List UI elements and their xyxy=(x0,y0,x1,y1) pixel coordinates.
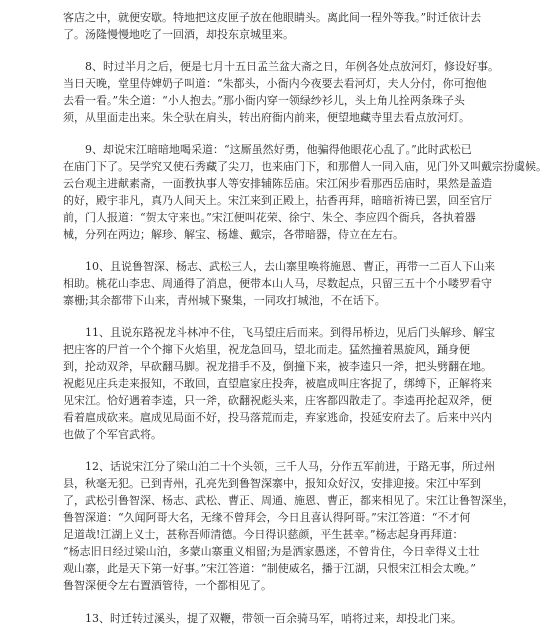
text-line: 见宋江。恰好遇着李逵，只一斧，砍翻祝彪头来，庄客都四散走了。李逵再抡起双斧，便 xyxy=(63,394,492,407)
text-line: 9、却说宋江暗暗地喝采道：“这厮虽然好勇，他骗得他眼花心乱了。”此时武松已 xyxy=(85,143,472,156)
text-line: 观山寨，此是天下第一好事。”宋江答道：“制使威名，播于江湖，只恨宋江相会太晚。” xyxy=(63,562,476,575)
text-line: 把庄客的尸首一个个撺下火焰里，祝龙急回马，望北而走。猛然撞着黑旋风，踊身便 xyxy=(63,343,470,356)
text-line: 县，秋毫无犯。已到青州，孔亮先到鲁智深寨中，报知众好汉，安排迎接。宋江中军到 xyxy=(63,477,481,490)
text-line: 在庙门下了。吴学究又使石秀藏了尖刀，也来庙门下，和那僧人一同入庙，见门外又叫戴宗扮虞候。 xyxy=(63,160,547,173)
text-line: 了。汤隆慢慢地吃了一回酒，却投东京城里来。 xyxy=(63,28,294,41)
text-line: 鲁智深便令左右置酒管待，一个都相见了。 xyxy=(63,579,272,592)
text-line: 到，抡动双斧，早砍翻马脚。祝龙措手不及，倒撞下来，被李逵只一斧，把头劈翻在地。 xyxy=(63,360,492,373)
text-line: 也做了个军官武将。 xyxy=(63,428,162,441)
text-line: 13、时迁转过溪头，提了双鞭，带领一百余骑马军，哨将过来，却投北门来。 xyxy=(85,612,462,625)
text-line: “杨志旧日经过梁山泊，多蒙山寨重义相留;为是洒家愚迷，不曾肯住，今日幸得义士壮 xyxy=(63,545,480,558)
text-line: 相助。桃花山李忠、周通得了消息，便带本山人马，尽数起点，只留三五十个小喽罗看守 xyxy=(63,277,492,290)
text-line: 寨栅;其余都带下山来，青州城下聚集，一同攻打城池，不在话下。 xyxy=(63,294,386,307)
text-line: 云台观主进献素斋，一面教执事人等安排辅陈岳庙。宋江闲步看那西岳庙时，果然是盖造 xyxy=(63,177,492,190)
text-line: 去看一看。”朱仝道：“小人抱去。”那小衙内穿一领绿纱衫儿，头上角儿拴两条珠子头 xyxy=(63,94,465,107)
text-line: 11、且说东路祝龙斗林冲不住，飞马望庄后而来。到得吊桥边，见后门头解珍、解宝 xyxy=(85,326,495,339)
text-line: 8、时过半月之后，便是七月十五日孟兰盆大斋之日，年例各处点放河灯，修设好事。 xyxy=(85,60,499,73)
text-line: 须，从里面走出来。朱仝驮在肩头，转出府衙内前来，便望地藏寺里去看点放河灯。 xyxy=(63,111,470,124)
text-line: 看着扈成砍来。扈成见局面不好，投马落荒而走，弃家逃命，投延安府去了。后来中兴内 xyxy=(63,411,492,424)
text-line: 鲁智深道：“久闻阿哥大名，无缘不曾拜会，今日且喜认得阿哥。”宋江答道：“不才何 xyxy=(63,511,471,524)
text-line: 10、且说鲁智深、杨志、武松三人，去山寨里唤将施恩、曹正，再带一二百人下山来 xyxy=(85,260,495,273)
text-line: 的好，殿宇非凡，真乃人间天上。宋江来到正殿上，拈香再拜，暗暗祈祷已罢，回至官厅 xyxy=(63,194,492,207)
text-line: 了，武松引鲁智深、杨志、武松、曹正、周通、施恩、曹正，都来相见了。宋江让鲁智深坐， xyxy=(63,494,514,507)
text-line: 足道哉!江湖上义士，甚称吾师清德。今日得识慈颜，平生甚幸。”杨志起身再拜道： xyxy=(63,528,464,541)
text-line: 12、话说宋江分了梁山泊二十个头领，三千人马，分作五军前进，于路无事，所过州 xyxy=(85,460,495,473)
text-line: 当日天晚，堂里侍婢奶子叫道：“朱都头，小衙内今夜要去看河灯，夫人分付，你可抱他 xyxy=(63,77,487,90)
text-line: 祝彪见庄兵走来报知，不敢回，直望扈家庄投奔，被扈成叫庄客捉了，绑缚下，正解将来 xyxy=(63,377,492,390)
text-line: 械，分列在两边；解珍、解宝、杨雄、戴宗，各带暗器，侍立在左右。 xyxy=(63,228,404,241)
text-line: 客店之中，就便安歇。特地把这皮匣子放在他眼睛头。离此间一程外等我。”时迁依计去 xyxy=(63,11,482,24)
text-line: 前，门人报道：“贺太守来也。”宋江便叫花荣、徐宁、朱仝、李应四个衙兵，各执着器 xyxy=(63,211,476,224)
